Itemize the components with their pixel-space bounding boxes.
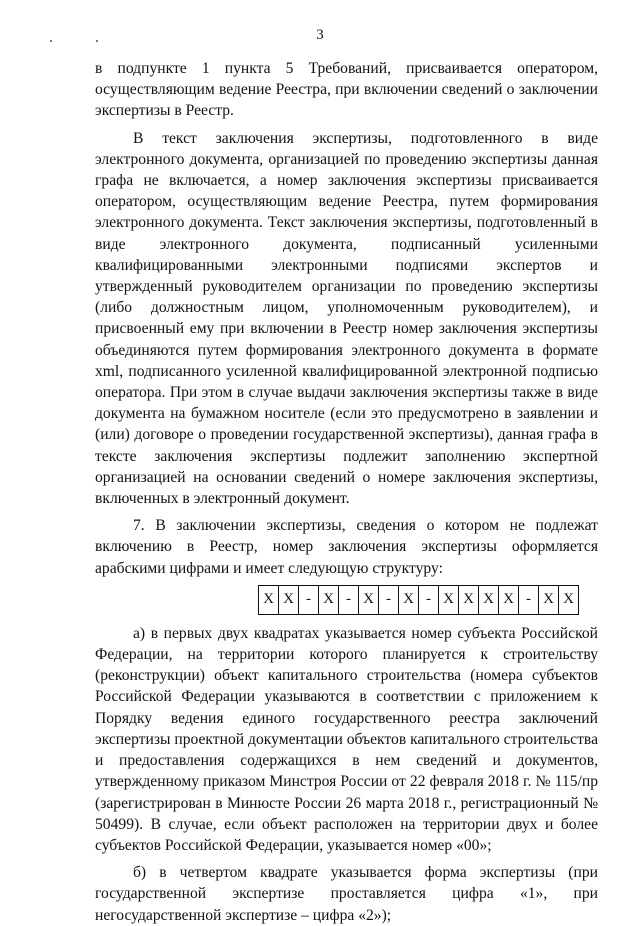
number-structure-cell: X xyxy=(399,585,419,614)
document-body xyxy=(95,58,598,926)
paragraph: б) в четвертом квадрате указывается форма экспертизы (при государственной экспертизе проставляется цифра «1», при негосударственной экспертизе – цифра «2»); xyxy=(95,864,598,924)
page-number: 3 xyxy=(316,27,324,43)
number-structure xyxy=(95,585,598,615)
number-structure-cell: X xyxy=(359,585,379,614)
paragraph: 7. В заключении экспертизы, сведения о котором не подлежат включению в Реестр, номер заключения экспертизы оформляется арабскими цифрами и имеет следующую структуру: xyxy=(95,517,598,577)
number-structure-cell: X xyxy=(499,585,519,614)
scan-mark xyxy=(96,40,98,42)
scan-mark xyxy=(50,40,52,42)
number-structure-cell: X xyxy=(279,585,299,614)
paragraph: в подпункте 1 пункта 5 Требований, присваивается оператором, осуществляющим ведение Реестра, при включении сведений о заключении экспертизы в Реестр. xyxy=(95,60,598,120)
number-structure-cell: X xyxy=(319,585,339,614)
number-structure-cell: - xyxy=(419,585,439,614)
number-structure-cell: X xyxy=(559,585,579,614)
number-structure-cell: X xyxy=(439,585,459,614)
number-structure-cell: X xyxy=(539,585,559,614)
number-structure-cell: - xyxy=(299,585,319,614)
number-structure-cell: X xyxy=(459,585,479,614)
number-structure-cell: X xyxy=(259,585,279,614)
number-structure-table xyxy=(258,585,579,615)
number-structure-row xyxy=(259,585,579,614)
number-structure-cell: X xyxy=(479,585,499,614)
number-structure-cell: - xyxy=(379,585,399,614)
number-structure-cell: - xyxy=(519,585,539,614)
paragraph: В текст заключения экспертизы, подготовленного в виде электронного документа, организацией по проведению экспертизы данная графа не включается, а номер заключения экспертизы присваивается оператором, осуществляющим ведение Реестра, путем формирования электронного документа. Текст заключения экспертизы, подготовленный в виде электронного документа, подписанный усиленными квалифицированными электронными подписями экспертов и утвержденный руководителем организации по проведению экспертизы (либо должностным лицом, уполномоченным руководителем), и присвоенный ему при включении в Реестр номер заключения экспертизы объединяются путем формирования электронного документа в формате xml, подписанного усиленной квалифицированной электронной подписью оператора. При этом в случае выдачи заключения экспертизы также в виде документа на бумажном носителе (если это предусмотрено в заявлении и (или) договоре о проведении государственной экспертизы), данная графа в тексте заключения экспертизы подлежит заполнению экспертной организацией на основании сведений о номере заключения экспертизы, включенных в электронный документ. xyxy=(95,129,598,508)
number-structure-cell: - xyxy=(339,585,359,614)
paragraph: а) в первых двух квадратах указывается номер субъекта Российской Федерации, на территории которого планируется к строительству (реконструкции) объект капитального строительства (номера субъектов Российской Федерации указываются в соответствии с приложением к Порядку ведения единого государственного реестра заключений экспертизы проектной документации объектов капитального строительства и предоставления содержащихся в нем сведений и документов, утвержденному приказом Минстроя России от 22 февраля 2018 г. № 115/пр (зарегистрирован в Минюсте России 26 марта 2018 г., регистрационный № 50499). В случае, если объект расположен на территории двух и более субъектов Российской Федерации, указывается номер «00»; xyxy=(95,624,598,854)
